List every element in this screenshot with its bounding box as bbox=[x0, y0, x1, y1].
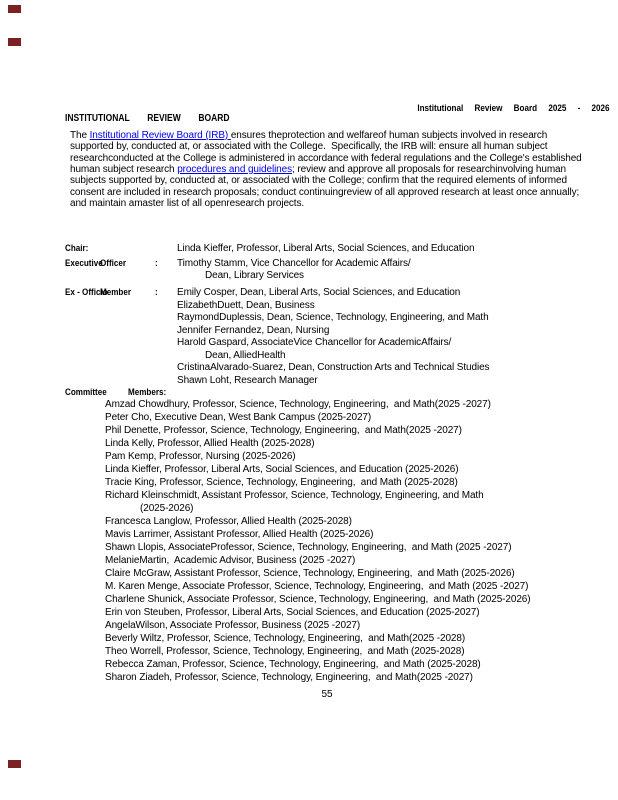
intro-text: ; review and approve all proposals for researchinvolving human subjects supported by, conducted at, or associated with the College; confirm that the required elements of informed consent are included in research proposals; conduct continuingreview of all approved research at least once annually; and maintain amaster list of all openresearch projects. bbox=[70, 164, 582, 210]
executive-label: Executive bbox=[65, 258, 103, 269]
page-heading: INSTITUTIONAL REVIEW BOARD bbox=[65, 113, 230, 124]
ex-officio-members bbox=[177, 287, 489, 387]
ex-officio-member: Harold Gaspard, AssociateVice Chancellor for AcademicAffairs/ bbox=[177, 337, 452, 348]
committee-member: Theo Worrell, Professor, Science, Technology, Engineering, and Math (2025-2028) bbox=[105, 646, 465, 657]
committee-member: Tracie King, Professor, Science, Technology, Engineering, and Math (2025-2028) bbox=[105, 477, 458, 488]
ex-officio-member: RaymondDuplessis, Dean, Science, Technology, Engineering, and Math bbox=[177, 312, 489, 323]
committee-label: Committee bbox=[65, 387, 107, 398]
colon-separator: : bbox=[155, 258, 158, 269]
member-label: Member bbox=[100, 287, 131, 298]
broken-image-icon bbox=[8, 5, 21, 13]
ex-officio-member: Dean, AlliedHealth bbox=[205, 349, 286, 361]
committee-member: Phil Denette, Professor, Science, Technology, Engineering, and Math(2025 -2027) bbox=[105, 425, 462, 436]
committee-member: Peter Cho, Executive Dean, West Bank Campus (2025-2027) bbox=[105, 412, 372, 423]
committee-member: MelanieMartin, Academic Advisor, Business (2025 -2027) bbox=[105, 555, 356, 566]
committee-member: Erin von Steuben, Professor, Liberal Arts, Social Sciences, and Education (2025-2027) bbox=[105, 607, 480, 618]
header-title: Institutional Review Board 2025 - 2026 bbox=[417, 103, 610, 113]
committee-member: M. Karen Menge, Associate Professor, Science, Technology, Engineering, and Math (2025 -2027) bbox=[105, 581, 529, 592]
broken-image-icon bbox=[8, 760, 21, 768]
ex-officio-member: ElizabethDuett, Dean, Business bbox=[177, 299, 315, 311]
intro-paragraph bbox=[70, 130, 585, 210]
committee-member: Beverly Wiltz, Professor, Science, Technology, Engineering, and Math(2025 -2028) bbox=[105, 633, 466, 644]
ex-officio-member: CristinaAlvarado-Suarez, Dean, Construction Arts and Technical Studies bbox=[177, 362, 490, 373]
committee-member: Sharon Ziadeh, Professor, Science, Technology, Engineering, and Math(2025 -2027) bbox=[105, 672, 473, 683]
committee-member: Richard Kleinschmidt, Assistant Professor, Science, Technology, Engineering, and Math bbox=[105, 490, 484, 501]
committee-member: AngelaWilson, Associate Professor, Business (2025 -2027) bbox=[105, 620, 361, 631]
committee-member: Rebecca Zaman, Professor, Science, Technology, Engineering, and Math (2025-2028) bbox=[105, 659, 481, 670]
executive-officer-value: Timothy Stamm, Vice Chancellor for Academic Affairs/ bbox=[177, 258, 411, 269]
committee-member: Francesca Langlow, Professor, Allied Health (2025-2028) bbox=[105, 516, 352, 527]
officer-label: Officer bbox=[100, 258, 127, 269]
ex-officio-member: Shawn Loht, Research Manager bbox=[177, 374, 318, 386]
committee-member: Charlene Shunick, Associate Professor, Science, Technology, Engineering, and Math (2025-2026) bbox=[105, 594, 531, 605]
irb-link[interactable]: Institutional Review Board (IRB) bbox=[89, 130, 231, 141]
page-number: 55 bbox=[321, 689, 333, 700]
committee-members-list bbox=[105, 398, 531, 684]
executive-officer-value-2: Dean, Library Services bbox=[205, 270, 304, 281]
committee-member: Amzad Chowdhury, Professor, Science, Technology, Engineering, and Math(2025 -2027) bbox=[105, 399, 491, 410]
committee-member: Linda Kelly, Professor, Allied Health (2025-2028) bbox=[105, 438, 315, 449]
broken-image-icon bbox=[8, 38, 21, 46]
committee-member: Linda Kieffer, Professor, Liberal Arts, Social Sciences, and Education (2025-2026) bbox=[105, 464, 459, 475]
intro-text: The bbox=[70, 130, 90, 141]
chair-label: Chair: bbox=[65, 243, 89, 254]
procedures-guidelines-link[interactable]: procedures and guidelines bbox=[177, 164, 293, 176]
ex-officio-member: Emily Cosper, Dean, Liberal Arts, Social Sciences, and Education bbox=[177, 287, 461, 298]
committee-member: Claire McGraw, Assistant Professor, Science, Technology, Engineering, and Math (2025-2026) bbox=[105, 568, 515, 579]
members-label: Members: bbox=[128, 387, 167, 398]
ex-officio-member: Jennifer Fernandez, Dean, Nursing bbox=[177, 324, 330, 336]
committee-member: Mavis Larrimer, Assistant Professor, Allied Health (2025-2026) bbox=[105, 529, 374, 540]
chair-value: Linda Kieffer, Professor, Liberal Arts, Social Sciences, and Education bbox=[177, 243, 475, 254]
committee-member: Shawn Llopis, AssociateProfessor, Science, Technology, Engineering, and Math (2025 -2027) bbox=[105, 542, 512, 553]
intro-text: ensures theprotection and welfareof human subjects involved in research supported by, conducted at, or associated with the College. Specifically, the IRB will: ensure all human subject researchconducted at the College is administered in accordance with federal regulations and the College's established human subject research bbox=[70, 130, 585, 176]
ex-officio-label: Ex - Officio bbox=[65, 287, 108, 298]
committee-member-wrap: (2025-2026) bbox=[140, 503, 194, 514]
committee-member: Pam Kemp, Professor, Nursing (2025-2026) bbox=[105, 451, 296, 462]
colon-separator: : bbox=[155, 287, 158, 298]
